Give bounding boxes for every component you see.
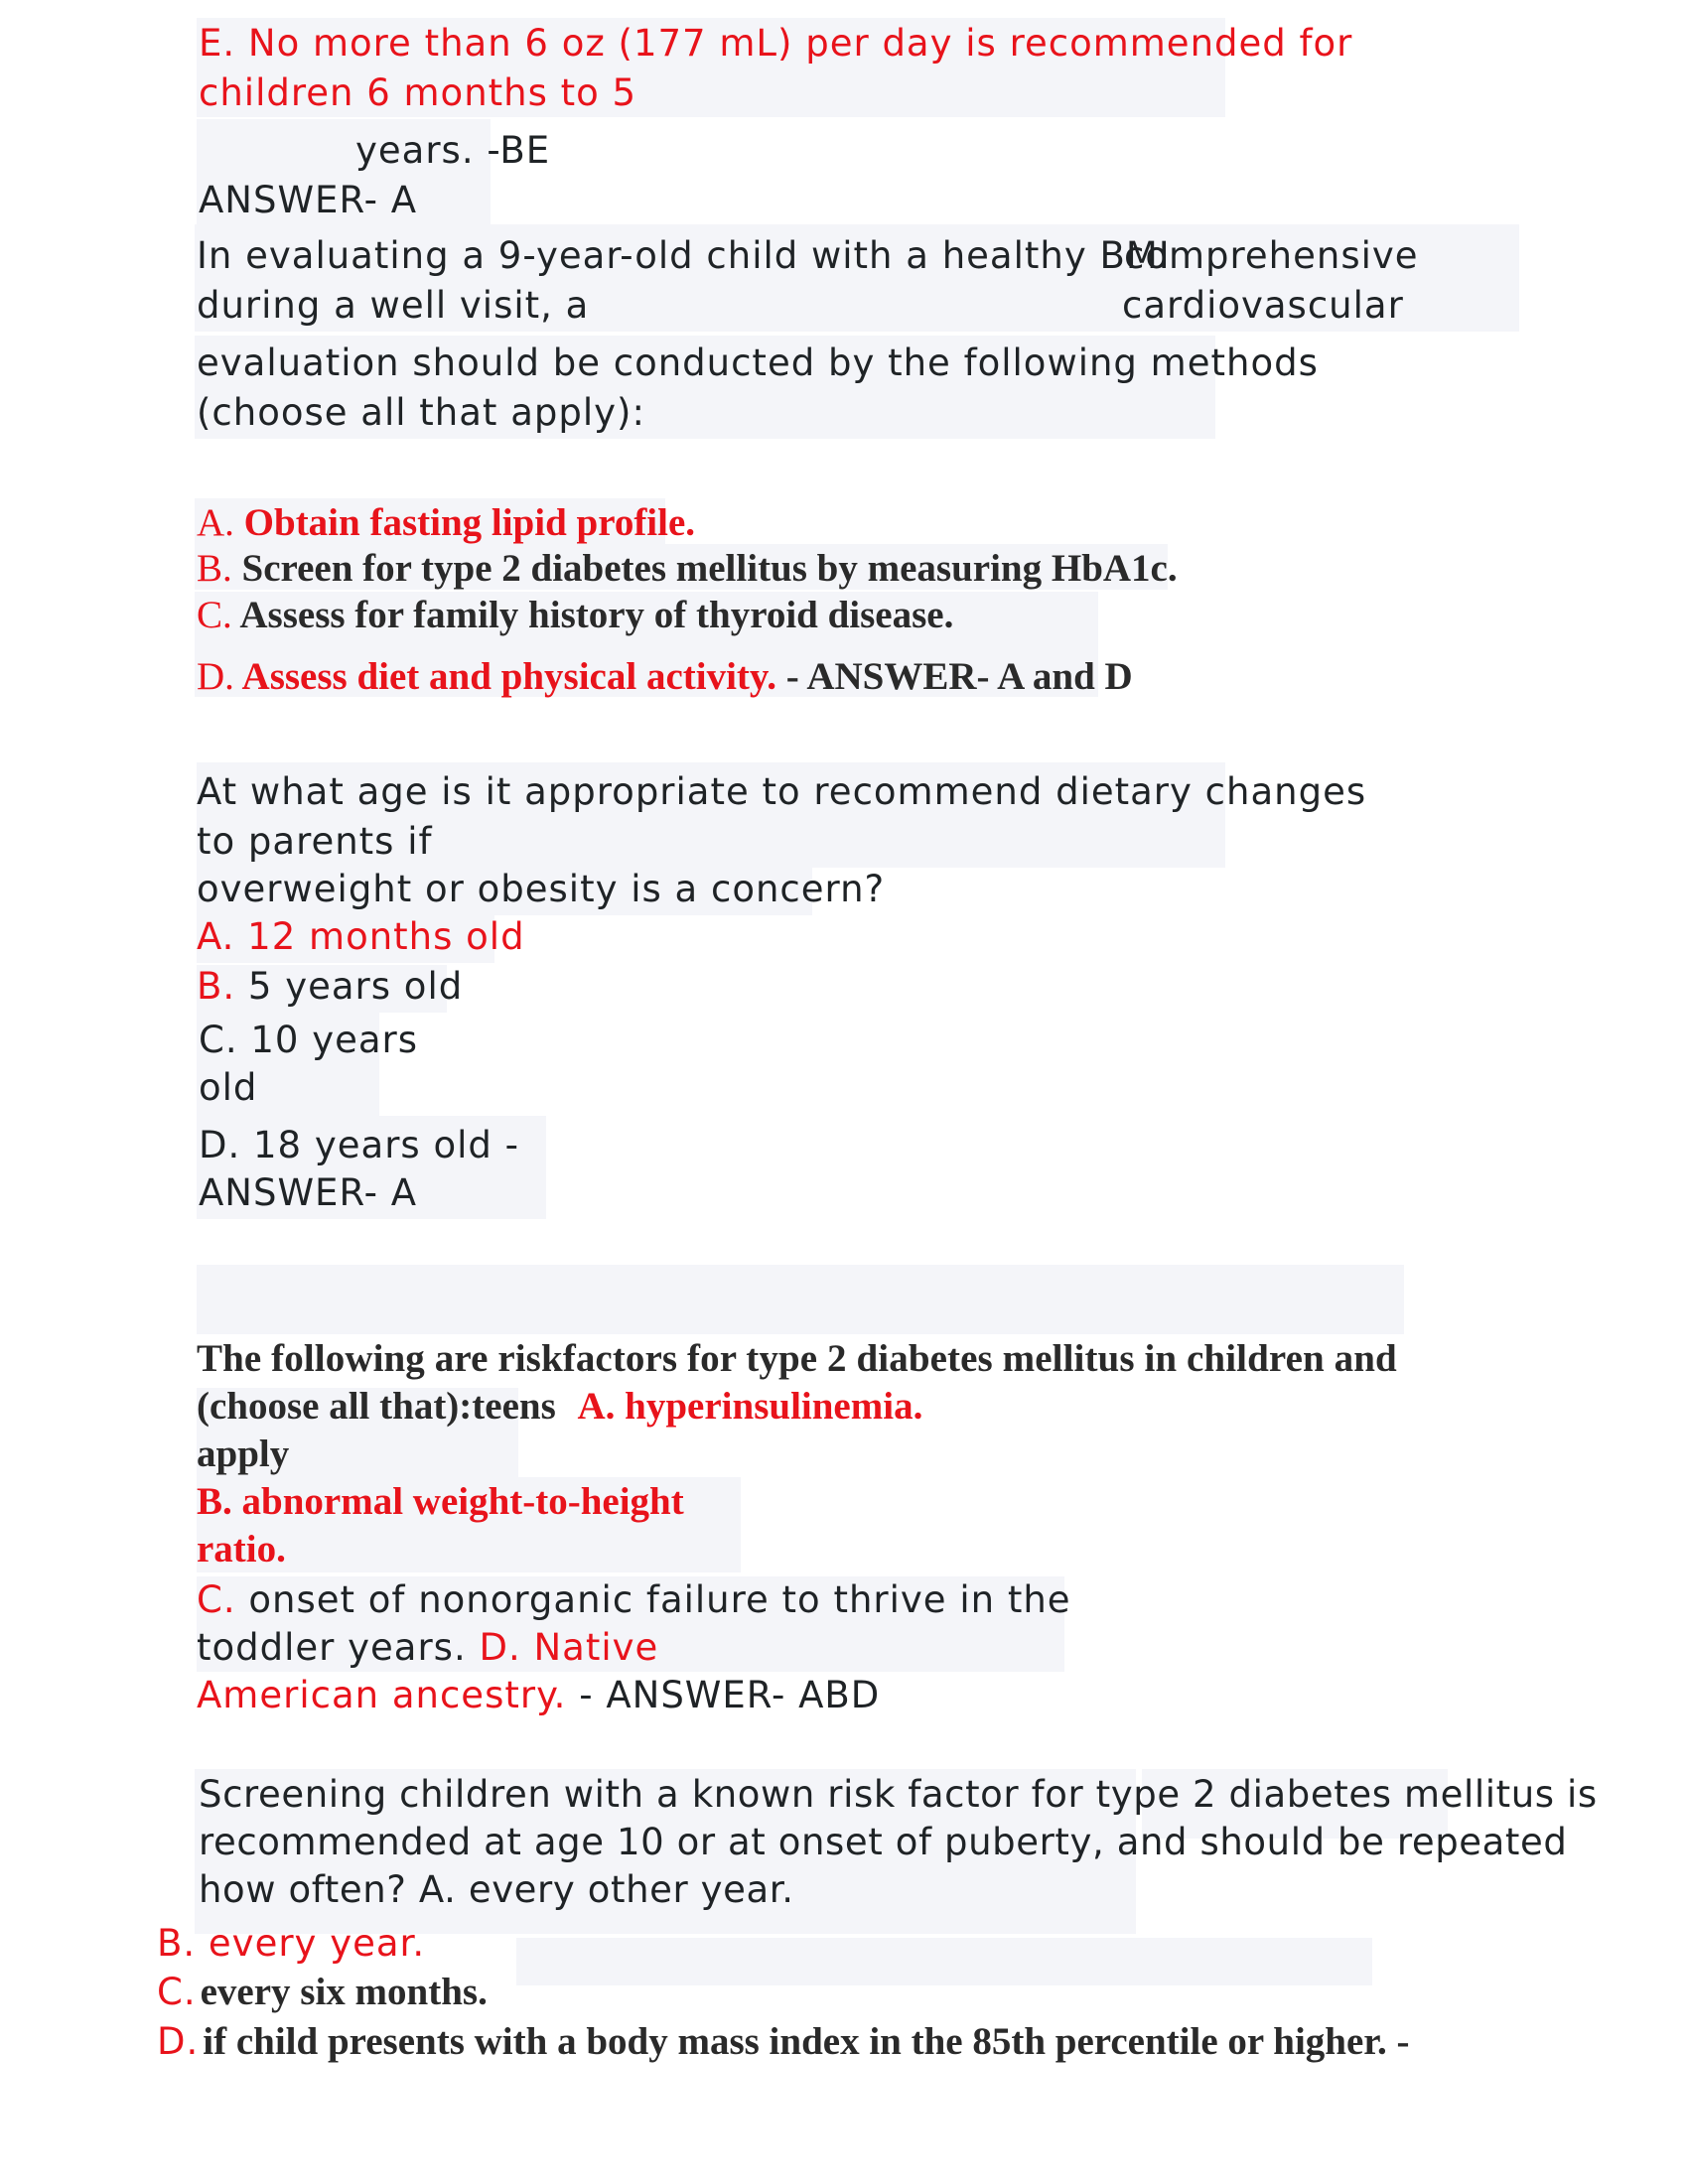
q5-option-c: [157, 1970, 488, 2014]
q5-option-c-letter: C.: [157, 1971, 197, 2013]
q3-option-b-letter: B.: [197, 965, 236, 1008]
highlight-box: [516, 1938, 1372, 1985]
q4-option-c-letter: C.: [197, 1578, 236, 1621]
q5-option-d: [157, 2019, 1410, 2064]
q2-stem-line1: In evaluating a 9-year-old child with a healthy BMI: [197, 234, 1171, 277]
highlight-box: [197, 1265, 1404, 1334]
q2-stem-line3: evaluation should be conducted by the following methods: [197, 341, 1319, 384]
q3-option-d-line1: D. 18 years old -: [199, 1124, 519, 1166]
q5-option-d-text: if child presents with a body mass index in the 85th percentile or higher. -: [203, 2020, 1410, 2063]
q4-option-c-line2: [197, 1626, 658, 1669]
q5-option-d-letter: D.: [157, 2020, 200, 2063]
q4-stem-line1: The following are riskfactors for type 2 diabetes mellitus in children and: [197, 1337, 1397, 1380]
q3-option-b: [197, 965, 463, 1008]
q2-stem-line2: during a well visit, a: [197, 284, 590, 327]
q2-option-a-text: Obtain fasting lipid profile.: [243, 501, 696, 544]
q3-stem-line1: At what age is it appropriate to recommend dietary changes: [197, 770, 1367, 813]
q2-option-c-letter: C.: [197, 594, 232, 636]
q2-option-d-text: Assess diet and physical activity.: [241, 655, 777, 698]
q4-option-a: A. hyperinsulinemia.: [577, 1385, 923, 1428]
q5-option-b: B. every year.: [157, 1922, 426, 1965]
q2-option-d-letter: D.: [197, 655, 234, 698]
q1-option-e-line1: E. No more than 6 oz (177 mL) per day is recommended for: [199, 22, 1353, 65]
q4-stem-line2: [197, 1384, 922, 1429]
q3-option-a: A. 12 months old: [197, 915, 525, 958]
q1-option-e-line3: years. -BE: [355, 129, 551, 172]
q3-option-c-line1: C. 10 years: [199, 1019, 419, 1061]
q3-answer: ANSWER- A: [199, 1171, 418, 1214]
q4-option-c: [197, 1578, 1071, 1621]
q2-stem-line1-right: comprehensive: [1124, 234, 1419, 277]
q2-option-b-letter: B.: [197, 547, 232, 590]
q4-option-b-line2: ratio.: [197, 1528, 286, 1570]
q2-option-b: [197, 546, 1178, 591]
q2-answer: - ANSWER- A and D: [785, 655, 1133, 698]
q2-option-a: [197, 500, 695, 545]
q1-answer: ANSWER- A: [199, 179, 418, 221]
q5-stem-line1: Screening children with a known risk factor for type 2 diabetes mellitus is: [199, 1773, 1598, 1816]
q4-answer: - ANSWER- ABD: [566, 1674, 881, 1716]
q4-stem-line3: apply: [197, 1433, 290, 1475]
q2-stem-line4: (choose all that apply):: [197, 391, 645, 434]
q4-option-d-part1: D. Native: [479, 1626, 659, 1669]
q5-stem-line2: recommended at age 10 or at onset of puberty, and should be repeated: [199, 1821, 1568, 1863]
q2-option-c-text: Assess for family history of thyroid disease.: [239, 594, 954, 636]
q4-option-c-text: onset of nonorganic failure to thrive in the: [235, 1578, 1071, 1621]
q4-stem-line2-text: (choose all that):teens: [197, 1385, 556, 1428]
q4-option-d-line2: [197, 1674, 880, 1716]
q1-option-e-line2: children 6 months to 5: [199, 71, 637, 114]
q2-option-d: [197, 654, 1133, 699]
q3-stem-line3: overweight or obesity is a concern?: [197, 868, 886, 910]
q2-option-b-text: Screen for type 2 diabetes mellitus by measuring HbA1c.: [241, 547, 1178, 590]
q3-option-b-text: 5 years old: [235, 965, 464, 1008]
q3-stem-line2: to parents if: [197, 820, 433, 863]
q4-option-d-part2: American ancestry.: [197, 1674, 567, 1716]
q2-option-a-letter: A.: [197, 501, 234, 544]
q4-option-c-line2-text: toddler years.: [197, 1626, 467, 1669]
q4-option-b-line1: B. abnormal weight-to-height: [197, 1480, 684, 1523]
q2-option-c: [197, 593, 953, 637]
q5-stem-line3: how often? A. every other year.: [199, 1868, 794, 1911]
q5-option-c-text: every six months.: [200, 1971, 488, 2013]
q3-option-c-line2: old: [199, 1066, 258, 1109]
q2-stem-line2-right: cardiovascular: [1122, 284, 1404, 327]
